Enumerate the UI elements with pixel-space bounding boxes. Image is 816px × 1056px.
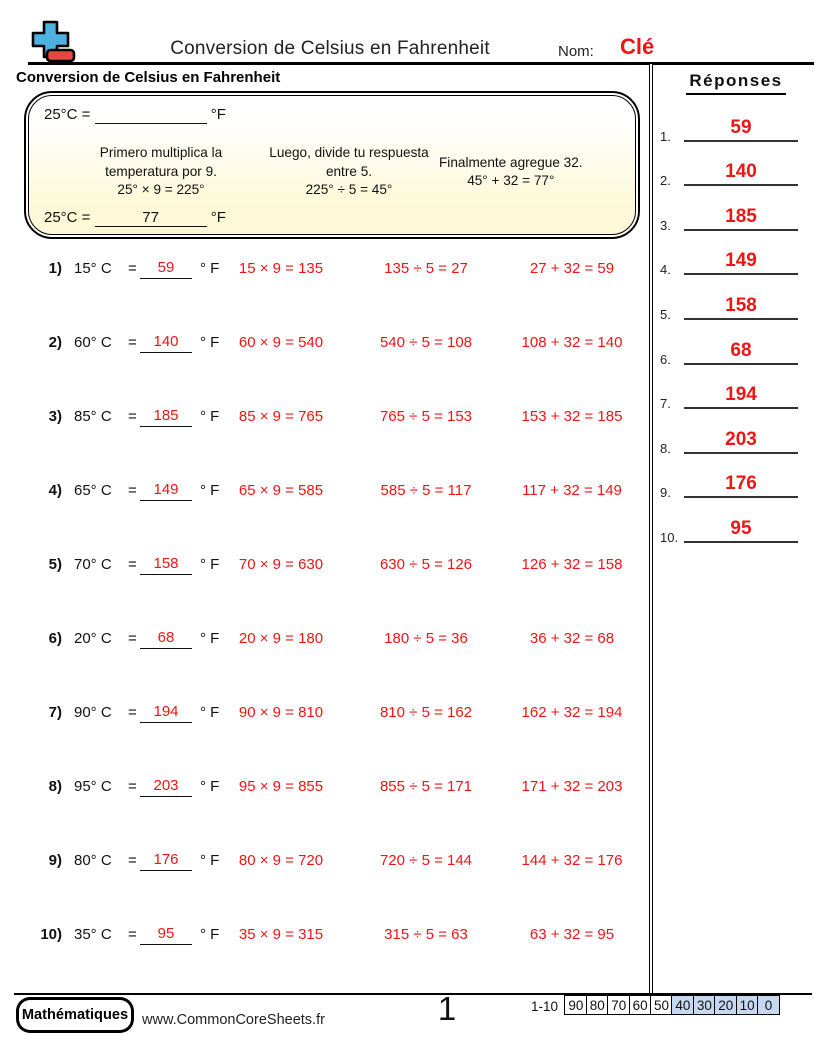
example-step-text: Luego, divide tu respuesta entre 5. bbox=[269, 145, 429, 179]
answer-item-number: 4. bbox=[660, 262, 671, 278]
worksheet-subtitle: Conversion de Celsius en Fahrenheit bbox=[16, 69, 281, 86]
celsius-value: 85° C bbox=[74, 408, 112, 425]
problem-row bbox=[16, 778, 650, 852]
answer-item-value: 149 bbox=[725, 250, 757, 272]
answer-item-number: 7. bbox=[660, 396, 671, 412]
celsius-value: 95° C bbox=[74, 778, 112, 795]
brand-badge bbox=[16, 997, 134, 1033]
answer-item-value: 95 bbox=[730, 517, 752, 539]
work-step-multiply: 90 × 9 = 810 bbox=[238, 704, 324, 721]
score-cell: 0 bbox=[757, 995, 780, 1015]
work-step-divide: 810 ÷ 5 = 162 bbox=[379, 704, 473, 721]
problem-row bbox=[16, 260, 650, 334]
answer-item-value: 140 bbox=[725, 161, 757, 183]
problem-list bbox=[16, 260, 650, 1000]
page-title: Conversion de Celsius en Fahrenheit bbox=[170, 38, 490, 59]
fahrenheit-unit: ° F bbox=[200, 852, 220, 869]
equals-sign: = bbox=[128, 704, 137, 721]
work-step-divide: 765 ÷ 5 = 153 bbox=[379, 408, 473, 425]
answer-item-value: 176 bbox=[725, 473, 757, 495]
fahrenheit-unit: ° F bbox=[200, 260, 220, 277]
answer-item-number: 3. bbox=[660, 217, 671, 233]
celsius-value: 20° C bbox=[74, 630, 112, 647]
problem-row bbox=[16, 334, 650, 408]
score-cell: 30 bbox=[693, 995, 716, 1015]
website-url: www.CommonCoreSheets.fr bbox=[142, 1012, 325, 1028]
fahrenheit-answer: 95 bbox=[140, 925, 192, 945]
example-answer-prefix: 25°C = bbox=[44, 209, 91, 226]
work-step-add: 108 + 32 = 140 bbox=[521, 334, 623, 351]
work-step-divide: 540 ÷ 5 = 108 bbox=[379, 334, 473, 351]
answer-item-number: 2. bbox=[660, 173, 671, 189]
answer-item-number: 6. bbox=[660, 351, 671, 367]
work-step-multiply: 70 × 9 = 630 bbox=[238, 556, 324, 573]
score-cell: 50 bbox=[650, 995, 673, 1015]
score-cell: 90 bbox=[564, 995, 587, 1015]
answer-item-underline bbox=[684, 473, 798, 498]
problem-number: 1) bbox=[48, 260, 62, 277]
work-step-divide: 630 ÷ 5 = 126 bbox=[379, 556, 473, 573]
work-step-add: 27 + 32 = 59 bbox=[529, 260, 615, 277]
work-step-multiply: 15 × 9 = 135 bbox=[238, 260, 324, 277]
problem-row bbox=[16, 852, 650, 926]
answer-item-number: 8. bbox=[660, 440, 671, 456]
example-step-equation: 45° + 32 = 77° bbox=[467, 173, 555, 188]
celsius-value: 70° C bbox=[74, 556, 112, 573]
answer-item-underline bbox=[684, 117, 798, 142]
work-step-divide: 855 ÷ 5 = 171 bbox=[379, 778, 473, 795]
problem-number: 10) bbox=[40, 926, 62, 943]
equals-sign: = bbox=[128, 334, 137, 351]
score-table bbox=[566, 995, 780, 1015]
fahrenheit-unit: ° F bbox=[200, 704, 220, 721]
answer-item-underline bbox=[684, 250, 798, 275]
work-step-multiply: 80 × 9 = 720 bbox=[238, 852, 324, 869]
celsius-value: 90° C bbox=[74, 704, 112, 721]
answer-item bbox=[656, 282, 816, 327]
fahrenheit-answer: 140 bbox=[140, 333, 192, 353]
equals-sign: = bbox=[128, 630, 137, 647]
sidebar-divider bbox=[649, 64, 653, 995]
answer-item-value: 158 bbox=[725, 294, 757, 316]
score-cell: 10 bbox=[736, 995, 759, 1015]
work-step-add: 117 + 32 = 149 bbox=[522, 482, 622, 499]
example-answer-suffix: °F bbox=[210, 209, 226, 226]
answers-list bbox=[656, 104, 816, 550]
answer-item bbox=[656, 461, 816, 506]
answer-item-number: 5. bbox=[660, 306, 671, 322]
fahrenheit-unit: ° F bbox=[200, 408, 220, 425]
score-cell: 80 bbox=[586, 995, 609, 1015]
answers-panel-title: Réponses bbox=[686, 71, 785, 95]
example-step bbox=[67, 144, 255, 199]
work-step-multiply: 35 × 9 = 315 bbox=[238, 926, 324, 943]
celsius-value: 65° C bbox=[74, 482, 112, 499]
problem-row bbox=[16, 704, 650, 778]
equals-sign: = bbox=[128, 556, 137, 573]
work-step-divide: 720 ÷ 5 = 144 bbox=[379, 852, 473, 869]
problem-number: 7) bbox=[48, 704, 62, 721]
example-step bbox=[259, 144, 439, 199]
answer-item bbox=[656, 149, 816, 194]
example-step-equation: 225° ÷ 5 = 45° bbox=[305, 182, 393, 198]
answer-item bbox=[656, 238, 816, 283]
equals-sign: = bbox=[128, 408, 137, 425]
name-label: Nom: bbox=[558, 43, 594, 60]
fahrenheit-answer: 68 bbox=[140, 629, 192, 649]
equals-sign: = bbox=[128, 852, 137, 869]
brand-badge-label: Mathématiques bbox=[19, 1000, 131, 1030]
score-cell: 60 bbox=[629, 995, 652, 1015]
answer-item bbox=[656, 505, 816, 550]
celsius-value: 60° C bbox=[74, 334, 112, 351]
example-blank-suffix: °F bbox=[210, 106, 226, 123]
answer-item-number: 10. bbox=[660, 529, 679, 545]
answer-item-value: 68 bbox=[730, 339, 752, 361]
example-box-inner bbox=[28, 95, 636, 235]
work-step-add: 162 + 32 = 194 bbox=[521, 704, 623, 721]
example-step bbox=[439, 154, 583, 191]
example-step-equation: 25° × 9 = 225° bbox=[117, 182, 205, 198]
problem-number: 2) bbox=[48, 334, 62, 351]
example-blank-prefix: 25°C = bbox=[44, 106, 91, 123]
celsius-value: 15° C bbox=[74, 260, 112, 277]
example-box bbox=[24, 91, 640, 239]
problem-number: 9) bbox=[48, 852, 62, 869]
problem-row bbox=[16, 926, 650, 1000]
fahrenheit-unit: ° F bbox=[200, 778, 220, 795]
problem-number: 4) bbox=[48, 482, 62, 499]
score-cell: 20 bbox=[714, 995, 737, 1015]
answer-item-number: 1. bbox=[660, 128, 671, 144]
work-step-multiply: 65 × 9 = 585 bbox=[238, 482, 324, 499]
celsius-value: 80° C bbox=[74, 852, 112, 869]
fahrenheit-answer: 158 bbox=[140, 555, 192, 575]
page-number: 1 bbox=[437, 990, 457, 1027]
problem-number: 5) bbox=[48, 556, 62, 573]
answer-item-underline bbox=[684, 384, 798, 409]
work-step-divide: 315 ÷ 5 = 63 bbox=[384, 926, 468, 943]
example-answer-line bbox=[44, 209, 226, 227]
example-answer-value: 77 bbox=[95, 209, 207, 227]
work-step-multiply: 20 × 9 = 180 bbox=[238, 630, 324, 647]
fahrenheit-answer: 176 bbox=[140, 851, 192, 871]
equals-sign: = bbox=[128, 260, 137, 277]
fahrenheit-unit: ° F bbox=[200, 926, 220, 943]
equals-sign: = bbox=[128, 482, 137, 499]
answer-item-value: 203 bbox=[725, 428, 757, 450]
fahrenheit-answer: 149 bbox=[140, 481, 192, 501]
equals-sign: = bbox=[128, 926, 137, 943]
answers-panel-header bbox=[656, 71, 816, 95]
work-step-multiply: 95 × 9 = 855 bbox=[238, 778, 324, 795]
answer-item-underline bbox=[684, 340, 798, 365]
work-step-add: 153 + 32 = 185 bbox=[521, 408, 623, 425]
problem-row bbox=[16, 408, 650, 482]
answer-item-underline bbox=[684, 429, 798, 454]
answer-item bbox=[656, 193, 816, 238]
score-cell: 70 bbox=[607, 995, 630, 1015]
work-step-divide: 135 ÷ 5 = 27 bbox=[384, 260, 468, 277]
example-step-text: Finalmente agregue 32. bbox=[439, 154, 583, 170]
answer-item-underline bbox=[684, 295, 798, 320]
work-step-add: 36 + 32 = 68 bbox=[529, 630, 615, 647]
work-step-multiply: 60 × 9 = 540 bbox=[238, 334, 324, 351]
work-step-add: 126 + 32 = 158 bbox=[521, 556, 623, 573]
problem-row bbox=[16, 482, 650, 556]
work-step-multiply: 85 × 9 = 765 bbox=[238, 408, 324, 425]
answer-item-underline bbox=[684, 161, 798, 186]
problem-row bbox=[16, 556, 650, 630]
answer-item-value: 59 bbox=[730, 116, 752, 138]
answer-item-number: 9. bbox=[660, 485, 671, 501]
work-step-add: 63 + 32 = 95 bbox=[529, 926, 615, 943]
problem-row bbox=[16, 630, 650, 704]
score-cell: 40 bbox=[671, 995, 694, 1015]
example-step-text: Primero multiplica la temperatura por 9. bbox=[99, 145, 223, 179]
header-divider bbox=[28, 62, 814, 65]
answer-item bbox=[656, 416, 816, 461]
fahrenheit-unit: ° F bbox=[200, 482, 220, 499]
work-step-add: 171 + 32 = 203 bbox=[521, 778, 623, 795]
celsius-value: 35° C bbox=[74, 926, 112, 943]
answer-item bbox=[656, 327, 816, 372]
problem-number: 8) bbox=[48, 778, 62, 795]
work-step-divide: 585 ÷ 5 = 117 bbox=[380, 482, 472, 499]
answer-item bbox=[656, 104, 816, 149]
fahrenheit-answer: 59 bbox=[140, 259, 192, 279]
fahrenheit-answer: 194 bbox=[140, 703, 192, 723]
fahrenheit-answer: 203 bbox=[140, 777, 192, 797]
answer-key-label: Clé bbox=[620, 34, 655, 59]
answer-item bbox=[656, 372, 816, 417]
work-step-divide: 180 ÷ 5 = 36 bbox=[384, 630, 468, 647]
answer-item-value: 194 bbox=[725, 384, 757, 406]
answer-item-underline bbox=[684, 206, 798, 231]
problem-number: 3) bbox=[48, 408, 62, 425]
work-step-add: 144 + 32 = 176 bbox=[521, 852, 623, 869]
problem-number: 6) bbox=[48, 630, 62, 647]
fahrenheit-unit: ° F bbox=[200, 630, 220, 647]
answer-item-underline bbox=[684, 518, 798, 543]
equals-sign: = bbox=[128, 778, 137, 795]
answer-item-value: 185 bbox=[725, 205, 757, 227]
fahrenheit-answer: 185 bbox=[140, 407, 192, 427]
fahrenheit-unit: ° F bbox=[200, 334, 220, 351]
fahrenheit-unit: ° F bbox=[200, 556, 220, 573]
score-range-label: 1-10 bbox=[530, 999, 558, 1014]
